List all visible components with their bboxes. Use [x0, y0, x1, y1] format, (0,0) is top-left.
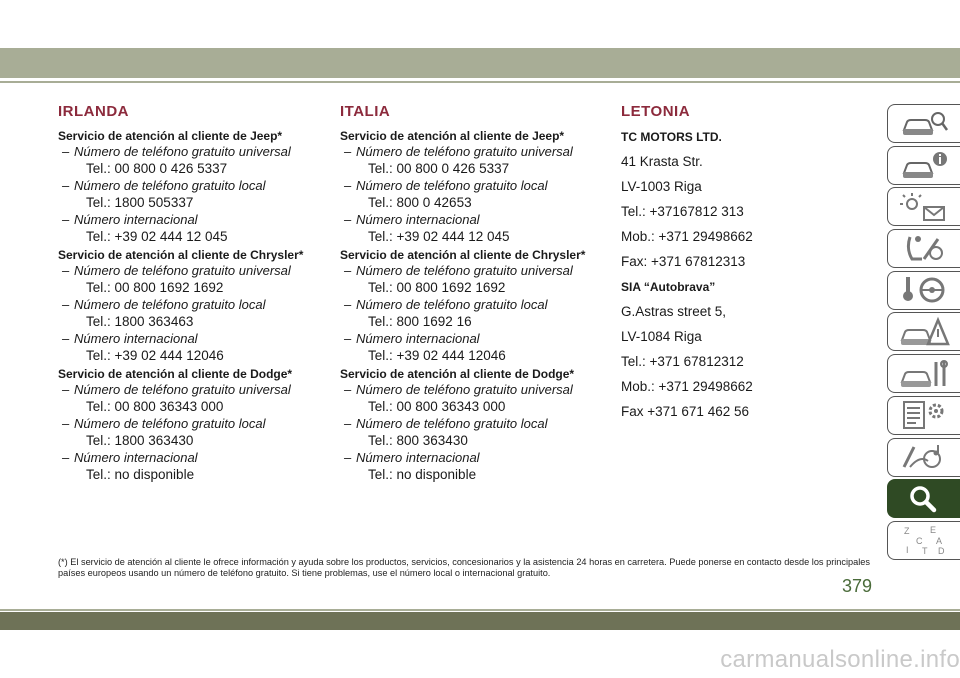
phone-entry — [340, 382, 610, 416]
svg-text:T: T — [922, 546, 928, 557]
phone-number: Tel.: +39 02 444 12 045 — [86, 229, 228, 244]
service-title: Servicio de atención al cliente de Dodge* — [340, 367, 575, 381]
phone-type-label — [344, 416, 610, 432]
address-line: LV-1084 Riga — [621, 329, 702, 344]
phone-number: Tel.: +39 02 444 12046 — [368, 348, 506, 363]
tab-safety[interactable] — [887, 229, 960, 268]
service-group — [340, 129, 610, 246]
dash-bullet: – — [344, 331, 352, 346]
phone-type-label — [62, 416, 328, 432]
phone-entry — [58, 178, 328, 212]
address-line: LV-1003 Riga — [621, 179, 702, 194]
phone-line: Tel.: +37167812 313 — [621, 204, 744, 219]
phone-type-label — [344, 263, 610, 279]
phone-number: Tel.: 00 800 1692 1692 — [86, 280, 224, 295]
tab-car-search[interactable] — [887, 104, 960, 143]
phone-entry — [58, 144, 328, 178]
service-groups — [340, 129, 610, 484]
phone-type-label — [62, 382, 328, 398]
dash-bullet: – — [344, 297, 352, 312]
chapter-tabs — [887, 104, 960, 563]
dash-bullet: – — [344, 382, 352, 397]
phone-type-label — [344, 331, 610, 347]
phone-type-label — [344, 178, 610, 194]
company-name: SIA “Autobrava” — [621, 280, 716, 294]
phone-type-text: Número de teléfono gratuito local — [356, 297, 548, 312]
dash-bullet: – — [344, 263, 352, 278]
dash-bullet: – — [62, 297, 70, 312]
phone-entry — [340, 212, 610, 246]
column-italia — [340, 104, 610, 486]
svg-text:I: I — [906, 545, 909, 556]
search-icon — [898, 483, 950, 515]
svg-text:E: E — [930, 525, 937, 536]
service-title: Servicio de atención al cliente de Chrysler* — [58, 248, 304, 262]
service-title: Servicio de atención al cliente de Jeep* — [58, 129, 283, 143]
tab-maintenance[interactable] — [887, 354, 960, 393]
page-number: 379 — [842, 576, 873, 596]
car-warning-triangle-icon — [898, 316, 950, 348]
tab-specifications[interactable] — [887, 396, 960, 435]
phone-type-label — [62, 297, 328, 313]
dash-bullet: – — [344, 144, 352, 159]
svg-text:Z: Z — [904, 526, 910, 537]
phone-entry — [58, 416, 328, 450]
phone-type-label — [62, 450, 328, 466]
phone-number: Tel.: 1800 505337 — [86, 195, 194, 210]
fax-line: Fax: +371 67812313 — [621, 254, 746, 269]
seat-airbag-icon — [898, 233, 950, 265]
dash-bullet: – — [62, 382, 70, 397]
dash-bullet: – — [62, 416, 70, 431]
alphabetical-index-icon — [898, 524, 950, 556]
phone-entry — [58, 297, 328, 331]
service-title: Servicio de atención al cliente de Jeep* — [340, 129, 565, 143]
phone-type-text: Número de teléfono gratuito local — [74, 416, 266, 431]
phone-type-text: Número internacional — [356, 331, 480, 346]
column-irlanda — [58, 104, 328, 486]
phone-type-label — [62, 331, 328, 347]
phone-type-text: Número de teléfono gratuito universal — [74, 263, 291, 278]
phone-type-label — [62, 144, 328, 160]
header-band — [0, 48, 960, 78]
phone-entry — [340, 178, 610, 212]
phone-entry — [58, 382, 328, 416]
tab-emergency[interactable] — [887, 312, 960, 351]
phone-type-label — [344, 297, 610, 313]
footnote: (*) El servicio de atención al cliente le ofrece información y ayuda sobre los productos, servicios, concesionarios y la asistencia 24 horas en carretera. Puede ponerse en contacto desde los principales países europeos usando un número de teléfono gratuito. Si tiene problemas, use el número local o internacional gratuito. — [58, 557, 870, 578]
company-name: TC MOTORS LTD. — [621, 130, 722, 144]
service-group — [340, 248, 610, 365]
phone-entry — [58, 263, 328, 297]
warning-light-message-icon — [898, 191, 950, 223]
phone-number: Tel.: 800 363430 — [368, 433, 468, 448]
svg-text:D: D — [938, 546, 945, 557]
service-title: Servicio de atención al cliente de Dodge* — [58, 367, 293, 381]
service-groups — [58, 129, 328, 484]
car-search-icon — [898, 108, 950, 140]
phone-number: Tel.: no disponible — [368, 467, 477, 482]
phone-type-text: Número de teléfono gratuito universal — [356, 263, 573, 278]
dash-bullet: – — [344, 450, 352, 465]
tab-multimedia[interactable] — [887, 438, 960, 477]
dash-bullet: – — [62, 331, 70, 346]
phone-number: Tel.: 00 800 36343 000 — [86, 399, 224, 414]
address-line: 41 Krasta Str. — [621, 154, 703, 169]
phone-type-label — [344, 382, 610, 398]
phone-number: Tel.: 00 800 1692 1692 — [368, 280, 506, 295]
phone-number: Tel.: 800 0 42653 — [368, 195, 472, 210]
phone-type-text: Número internacional — [74, 450, 198, 465]
phone-type-text: Número de teléfono gratuito universal — [356, 382, 573, 397]
svg-text:C: C — [916, 536, 923, 547]
phone-number: Tel.: 1800 363463 — [86, 314, 194, 329]
key-steering-wheel-icon — [898, 274, 950, 306]
service-group — [58, 367, 328, 484]
service-title: Servicio de atención al cliente de Chrysler* — [340, 248, 586, 262]
column-letonia — [621, 104, 891, 429]
service-group — [58, 129, 328, 246]
phone-type-label — [344, 144, 610, 160]
phone-entry — [340, 450, 610, 484]
phone-type-label — [62, 212, 328, 228]
phone-type-label — [344, 212, 610, 228]
phone-entry — [340, 144, 610, 178]
phone-type-label — [62, 178, 328, 194]
phone-number: Tel.: +39 02 444 12 045 — [368, 229, 510, 244]
country-heading: IRLANDA — [58, 103, 129, 120]
phone-type-label — [344, 450, 610, 466]
tab-car-info[interactable] — [887, 146, 960, 185]
dash-bullet: – — [62, 212, 70, 227]
footer-rule — [0, 609, 960, 611]
phone-number: Tel.: 00 800 0 426 5337 — [368, 161, 510, 176]
tab-alphabetical-index[interactable] — [887, 521, 960, 560]
phone-entry — [340, 416, 610, 450]
phone-entry — [340, 263, 610, 297]
phone-type-label — [62, 263, 328, 279]
phone-number: Tel.: +39 02 444 12046 — [86, 348, 224, 363]
address-line: G.Astras street 5, — [621, 304, 727, 319]
tab-starting-driving[interactable] — [887, 271, 960, 310]
svg-text:A: A — [936, 536, 943, 547]
mobile-line: Mob.: +371 29498662 — [621, 229, 753, 244]
phone-entry — [58, 212, 328, 246]
tab-warning-lights[interactable] — [887, 187, 960, 226]
footer-band — [0, 612, 960, 630]
phone-line: Tel.: +371 67812312 — [621, 354, 744, 369]
country-heading: LETONIA — [621, 103, 691, 120]
phone-number: Tel.: 00 800 36343 000 — [368, 399, 506, 414]
phone-number: Tel.: 800 1692 16 — [368, 314, 472, 329]
phone-type-text: Número internacional — [74, 331, 198, 346]
phone-type-text: Número internacional — [356, 450, 480, 465]
phone-type-text: Número de teléfono gratuito universal — [356, 144, 573, 159]
phone-type-text: Número de teléfono gratuito universal — [74, 382, 291, 397]
watermark: carmanualsonline.info — [720, 646, 960, 673]
phone-entry — [58, 331, 328, 365]
dash-bullet: – — [62, 263, 70, 278]
mobile-line: Mob.: +371 29498662 — [621, 379, 753, 394]
phone-number: Tel.: 00 800 0 426 5337 — [86, 161, 228, 176]
dash-bullet: – — [62, 178, 70, 193]
phone-type-text: Número de teléfono gratuito local — [74, 297, 266, 312]
phone-type-text: Número de teléfono gratuito local — [74, 178, 266, 193]
phone-entry — [340, 297, 610, 331]
dash-bullet: – — [62, 450, 70, 465]
phone-type-text: Número de teléfono gratuito local — [356, 416, 548, 431]
phone-type-text: Número de teléfono gratuito local — [356, 178, 548, 193]
multimedia-navigation-icon — [898, 441, 950, 473]
dash-bullet: – — [344, 212, 352, 227]
car-tools-icon — [898, 358, 950, 390]
country-heading: ITALIA — [340, 103, 391, 120]
dash-bullet: – — [344, 178, 352, 193]
phone-type-text: Número internacional — [74, 212, 198, 227]
tab-index-search[interactable] — [887, 479, 960, 518]
phone-entry — [58, 450, 328, 484]
service-group — [340, 367, 610, 484]
phone-number: Tel.: no disponible — [86, 467, 195, 482]
service-group — [58, 248, 328, 365]
phone-type-text: Número internacional — [356, 212, 480, 227]
dash-bullet: – — [62, 144, 70, 159]
header-rule — [0, 81, 960, 83]
phone-entry — [340, 331, 610, 365]
specs-gear-icon — [898, 399, 950, 431]
dash-bullet: – — [344, 416, 352, 431]
car-info-icon — [898, 149, 950, 181]
fax-line: Fax +371 671 462 56 — [621, 404, 749, 419]
phone-number: Tel.: 1800 363430 — [86, 433, 194, 448]
phone-type-text: Número de teléfono gratuito universal — [74, 144, 291, 159]
